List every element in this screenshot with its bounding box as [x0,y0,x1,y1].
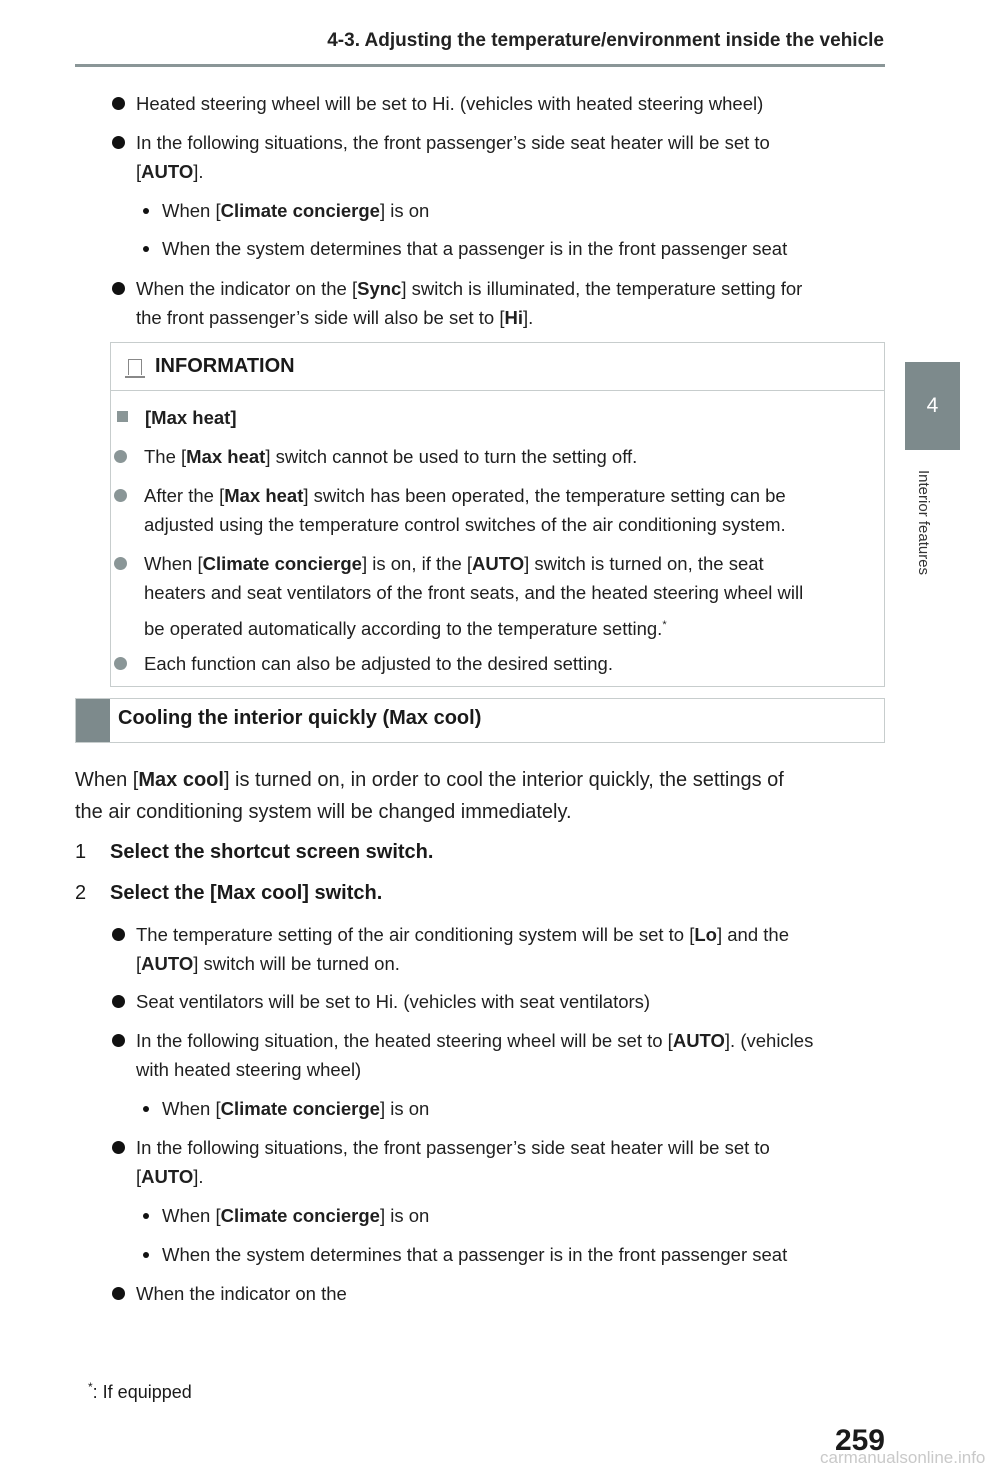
sub-bullet-icon [143,1106,149,1112]
sub-bullet-icon [143,1252,149,1258]
subhead-square-icon [117,411,128,422]
bullet-text: In the following situation, the heated steering wheel will be set to [AUTO]. (vehicles [136,1030,814,1051]
bullet-text: The temperature setting of the air conditioning system will be set to [Lo] and the [136,924,789,945]
section-intro: When [Max cool] is turned on, in order to cool the interior quickly, the settings of [75,769,784,791]
footnote: *: If equipped [88,1380,192,1402]
bullet-icon [112,1034,125,1047]
chapter-label [912,470,936,600]
bullet-icon [114,657,127,670]
info-bullet-text-cont: heaters and seat ventilators of the front seats, and the heated steering wheel will [144,582,804,603]
header-rule [75,64,885,67]
sub-bullet-icon [143,1213,149,1219]
bullet-text: When the indicator on the [Sync] switch is illuminated, the temperature setting for [136,278,803,299]
bullet-icon [112,1141,125,1154]
section-intro-cont: the air conditioning system will be changed immediately. [75,801,572,823]
info-bullet-text: The [Max heat] switch cannot be used to turn the setting off. [144,446,638,467]
bullet-icon [112,995,125,1008]
information-box [110,342,885,687]
info-bullet-text-cont: adjusted using the temperature control switches of the air conditioning system. [144,514,786,535]
bullet-icon [114,450,127,463]
bullet-text-cont: with heated steering wheel) [136,1059,362,1080]
information-header [111,343,884,391]
info-bullet-text: Each function can also be adjusted to the desired setting. [144,653,613,674]
bullet-icon [112,282,125,295]
page-number: 259 [834,1424,885,1457]
bullet-text-cont: the front passenger’s side will also be set to [Hi]. [136,307,534,328]
info-bullet-text-cont: be operated automatically according to the temperature setting.* [144,618,667,640]
bullet-icon [112,1287,125,1300]
step-text: Select the shortcut screen switch. [110,841,434,863]
section-title: Cooling the interior quickly (Max cool) [118,707,482,729]
sub-bullet-text: When [Climate concierge] is on [162,1205,430,1226]
information-title: INFORMATION [155,355,295,377]
bullet-text: In the following situations, the front passenger’s side seat heater will be set to [136,132,770,153]
info-bullet-text: When [Climate concierge] is on, if the [AUTO] switch is turned on, the seat [144,553,764,574]
bullet-text-cont: [AUTO]. [136,1166,204,1187]
bullet-text: Seat ventilators will be set to Hi. (vehicles with seat ventilators) [136,991,651,1012]
bullet-icon [112,928,125,941]
step-number: 1 [75,841,87,863]
info-bullet-text: After the [Max heat] switch has been operated, the temperature setting can be [144,485,786,506]
bullet-icon [112,136,125,149]
chapter-label-text: Interior features [915,470,932,576]
watermark: carmanualsonline.info [820,1448,985,1467]
sub-bullet-text: When [Climate concierge] is on [162,1098,430,1119]
bullet-icon [114,557,127,570]
information-icon [128,359,142,375]
chapter-tab: 4 [905,362,960,450]
bullet-text: Heated steering wheel will be set to Hi. (vehicles with heated steering wheel) [136,93,764,114]
section-header [75,698,885,743]
sub-bullet-text: When the system determines that a passenger is in the front passenger seat [162,1244,788,1265]
step-text: Select the [Max cool] switch. [110,882,383,904]
sub-bullet-icon [143,208,149,214]
bullet-text-cont: [AUTO]. [136,161,204,182]
bullet-text: When the indicator on the [136,1283,347,1304]
sub-bullet-text: When the system determines that a passenger is in the front passenger seat [162,238,788,259]
sub-bullet-icon [143,246,149,252]
bullet-text: In the following situations, the front passenger’s side seat heater will be set to [136,1137,770,1158]
sub-bullet-text: When [Climate concierge] is on [162,200,430,221]
bullet-icon [112,97,125,110]
section-header-accent [76,699,110,742]
information-icon-base [125,376,145,378]
bullet-text-cont: [AUTO] switch will be turned on. [136,953,400,974]
page-header-title: 4-3. Adjusting the temperature/environment inside the vehicle [327,30,884,51]
bullet-icon [114,489,127,502]
step-number: 2 [75,882,87,904]
info-subhead: [Max heat] [145,407,237,428]
